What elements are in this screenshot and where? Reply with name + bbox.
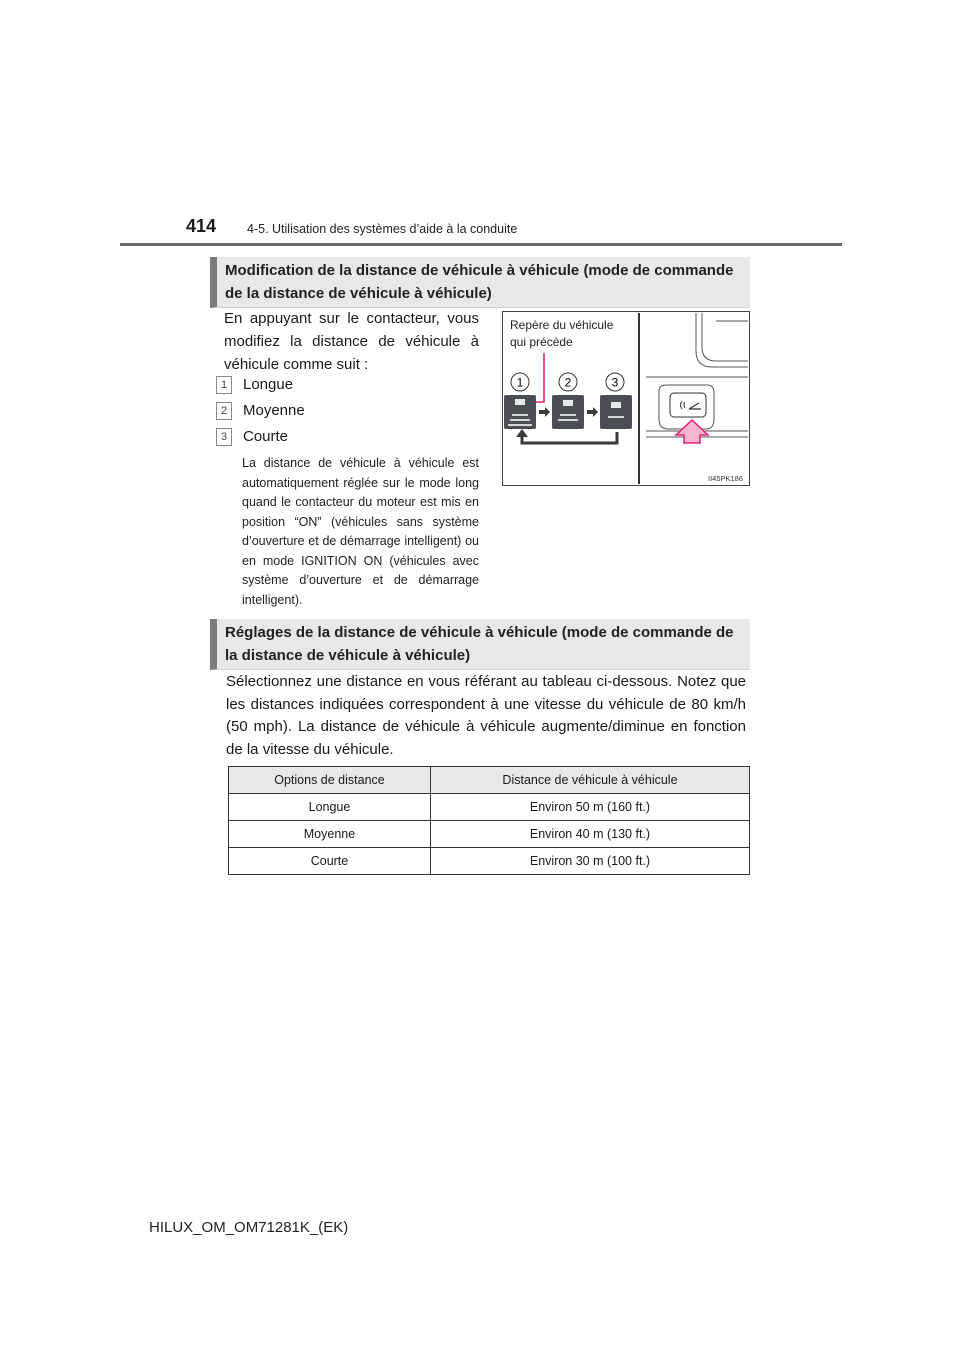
header-rule — [120, 243, 842, 246]
distance-options-table — [228, 766, 750, 875]
table-row — [229, 821, 750, 848]
svg-text:3: 3 — [611, 375, 619, 390]
settings-paragraph: Sélectionnez une distance en vous référant au tableau ci-dessous. Notez que les distances indiquées correspondent à une vitesse du véhicule de 80 km/h (50 mph). La distance de véhicule à véhicule augmente/diminue en fonction de la vitesse du véhicule. — [226, 673, 746, 758]
list-item-label: Courte — [243, 428, 289, 445]
callout-label-line2: qui précède — [510, 335, 573, 349]
svg-text:1: 1 — [516, 375, 524, 390]
step-circle-1 — [511, 373, 529, 391]
table-cell: Environ 50 m (160 ft.) — [430, 794, 749, 821]
page-number: 414 — [186, 216, 217, 236]
step-number-badge: 3 — [216, 428, 232, 446]
table-cell: Environ 40 m (130 ft.) — [430, 821, 749, 848]
table-cell: Environ 30 m (100 ft.) — [430, 848, 749, 875]
display-long-distance-icon — [504, 395, 536, 429]
figure-code: II45PK186 — [708, 474, 744, 483]
list-item-long — [216, 375, 293, 395]
list-item-short — [216, 427, 288, 447]
table-row — [229, 848, 750, 875]
list-item-label: Moyenne — [243, 402, 305, 419]
distance-switch-illustration — [502, 311, 750, 486]
footer-document-id: HILUX_OM_OM71281K_(EK) — [149, 1219, 349, 1236]
note-paragraph: La distance de véhicule à véhicule est automatiquement réglée sur le mode long quand le contacteur du moteur est mis en position “ON” (véhicules sans système d’ouverture et de démarrage intelligent) ou en mode IGNITION ON (véhicules avec système d’ouverture et de démarrage intelligent). — [242, 456, 479, 607]
intro-paragraph: En appuyant sur le contacteur, vous modifiez la distance de véhicule à véhicule comme suit : — [224, 310, 479, 373]
section-heading-distance-settings: Réglages de la distance de véhicule à véhicule (mode de commande de la distance de véhicule à véhicule) — [210, 619, 750, 670]
distance-switch-button — [670, 393, 706, 417]
step-circle-3 — [606, 373, 624, 391]
display-short-distance-icon — [600, 395, 632, 429]
step-circle-2 — [559, 373, 577, 391]
table-cell: Courte — [229, 848, 431, 875]
list-item-label: Longue — [243, 376, 294, 393]
step-number-badge: 2 — [216, 402, 232, 420]
section-heading-distance-change: Modification de la distance de véhicule à véhicule (mode de commande de la distance de véhicule à véhicule) — [210, 257, 750, 308]
list-item-medium — [216, 401, 305, 421]
section-title: 4-5. Utilisation des systèmes d’aide à la conduite — [247, 222, 518, 236]
table-row — [229, 794, 750, 821]
column-header: Distance de véhicule à véhicule — [430, 767, 749, 794]
step-number-badge: 1 — [216, 376, 232, 394]
table-cell: Longue — [229, 794, 431, 821]
svg-text:2: 2 — [564, 375, 572, 390]
callout-label-line1: Repère du véhicule — [510, 318, 614, 332]
table-cell: Moyenne — [229, 821, 431, 848]
table-header-row — [229, 767, 750, 794]
column-header: Options de distance — [229, 767, 431, 794]
display-medium-distance-icon — [552, 395, 584, 429]
